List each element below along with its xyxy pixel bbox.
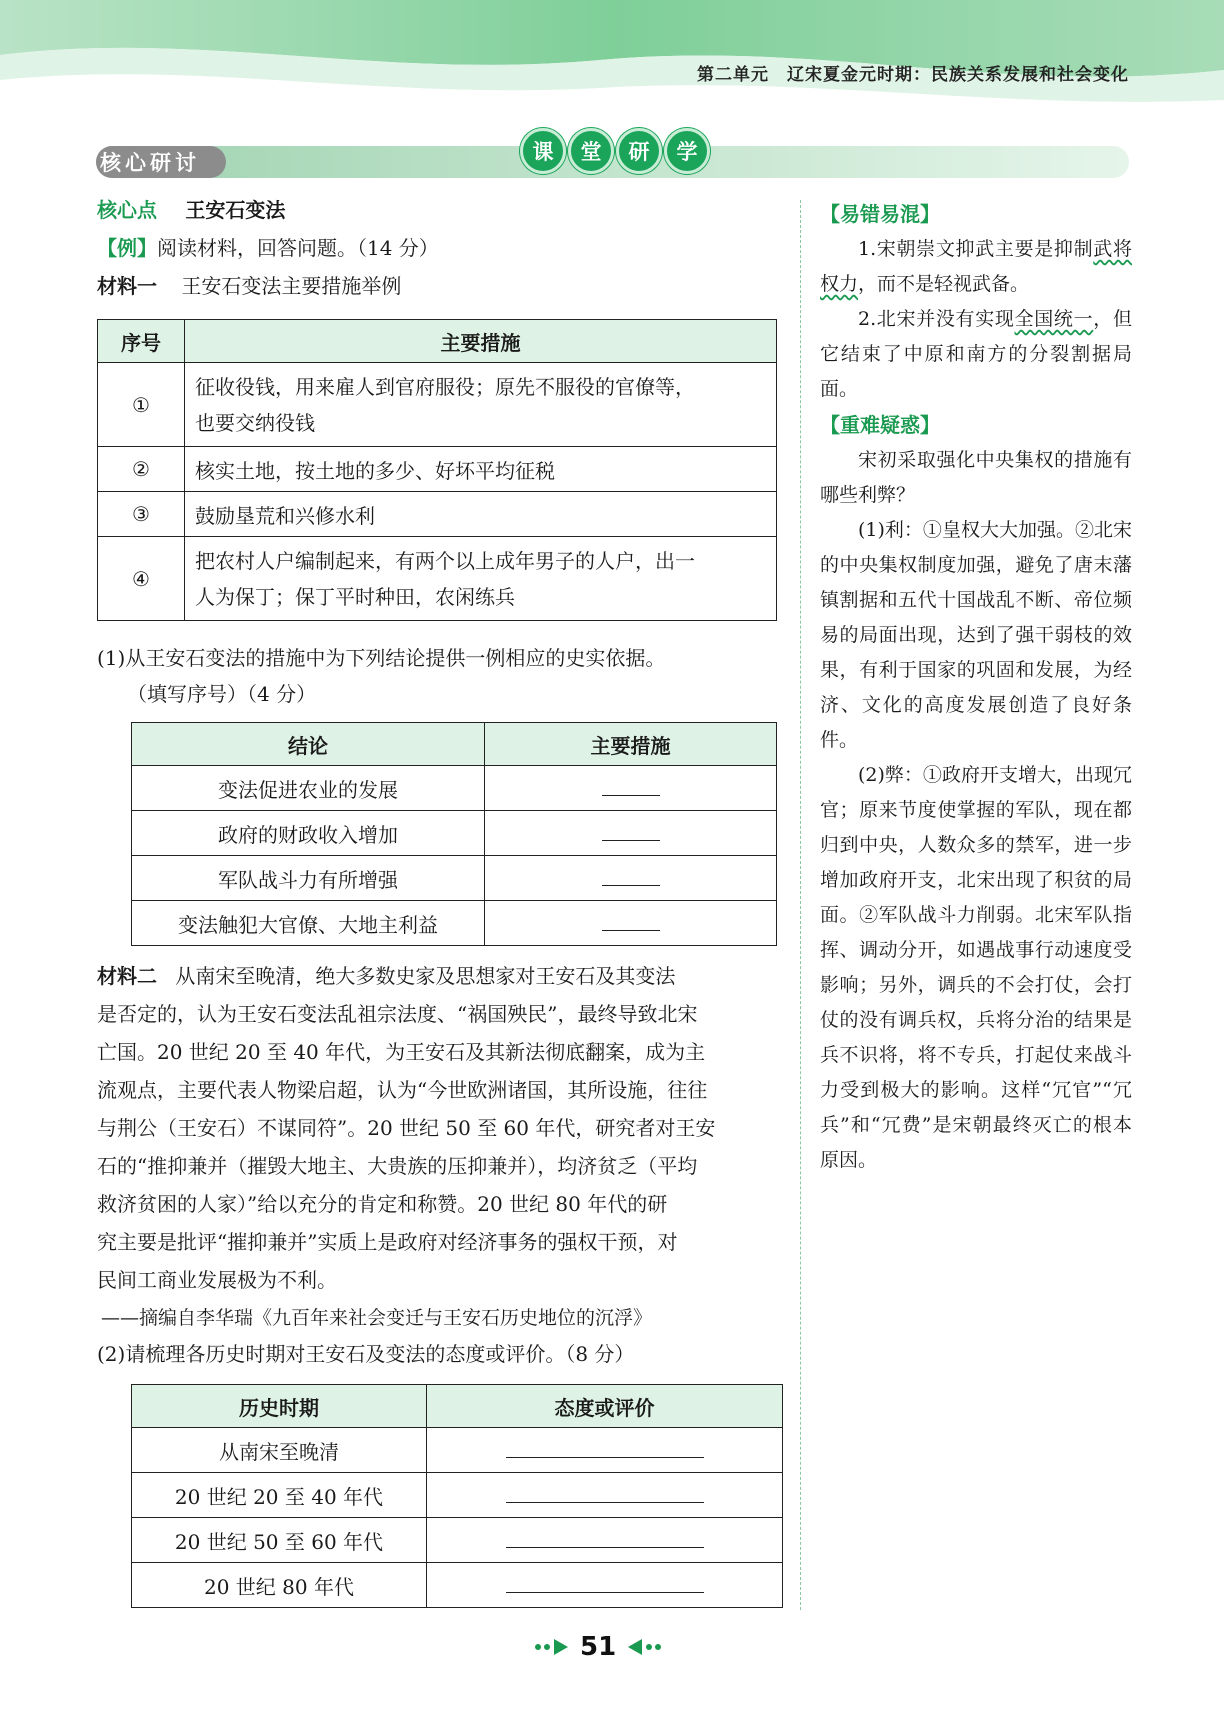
unit-header: 第二单元 辽宋夏金元时期：民族关系发展和社会变化	[697, 65, 1129, 85]
material2-text: 究主要是批评“摧抑兼并”实质上是政府对经济事务的强权干预，对	[97, 1230, 678, 1254]
material2-text: 亡国。20 世纪 20 至 40 年代，为王安石及其新法彻底翻案，成为主	[97, 1040, 706, 1064]
difficulty-question: 宋初采取强化中央集权的措施有哪些利弊？	[820, 449, 1132, 506]
table-row	[98, 537, 777, 621]
banner-char: 堂	[568, 128, 614, 174]
page-number	[534, 1632, 662, 1662]
question-2: (2)请梳理各历史时期对王安石及变法的态度或评价。（8 分）	[97, 1342, 635, 1366]
answer-blank[interactable]	[506, 1572, 704, 1593]
example-label: 【例】	[97, 236, 157, 260]
tip-paragraph	[820, 232, 1132, 302]
material1-label: 材料一	[97, 274, 157, 298]
answer-blank[interactable]	[602, 820, 660, 841]
answer-cell[interactable]	[485, 811, 777, 856]
answer-cell[interactable]	[427, 1428, 783, 1473]
measure-text: 征收役钱，用来雇人到官府服役；原先不服役的官僚等，	[195, 374, 695, 399]
table-row	[132, 1518, 783, 1563]
table-row	[98, 363, 777, 447]
difficulty-answer-cons: (2)弊：①政府开支增大，出现冗官；原来节度使掌握的军队，现在都归到中央，人数众多的禁军，进一步增加政府开支，北宋出现了积贫的局面。②军队战斗力削弱。北宋军队指挥、调动分开，如遇战事行动速度受影响；另外，调兵的不会打仗，会打仗的没有调兵权，兵将分治的结果是兵不识将，将不专兵，打起仗来战斗力受到极大的影响。这样“冗官”“冗兵”和“冗费”是宋朝最终灭亡的根本原因。	[820, 764, 1132, 1171]
measure-text: 核实土地，按土地的多少、好坏平均征税	[195, 458, 555, 483]
tip-emphasis: 全国统一	[1014, 308, 1094, 330]
measure-cell	[185, 447, 777, 492]
question-1-note: （填写序号）（4 分）	[127, 682, 317, 706]
difficulty-heading: 【重难疑惑】	[820, 413, 940, 437]
answer-blank[interactable]	[506, 1437, 704, 1458]
material2-line	[97, 962, 675, 990]
table-header: 结论	[132, 723, 485, 766]
material2-text: 民间工商业发展极为不利。	[97, 1268, 337, 1292]
tip-emphasis: 武将权力	[820, 238, 1132, 295]
tip-text: ，而不是轻视武备。	[858, 273, 1030, 295]
page-number-text: 51	[580, 1632, 617, 1662]
table-row	[132, 901, 777, 946]
table-row	[132, 1428, 783, 1473]
answer-cell[interactable]	[485, 766, 777, 811]
table-row	[98, 447, 777, 492]
material2-text: 流观点，主要代表人物梁启超，认为“今世欧洲诸国，其所设施，往往	[97, 1078, 708, 1102]
row-number: ①	[98, 363, 185, 447]
banner-char: 研	[616, 128, 662, 174]
classroom-study-banner	[520, 128, 710, 174]
side-column	[820, 196, 1132, 1178]
measure-cell	[185, 363, 777, 447]
table-header: 态度或评价	[427, 1385, 783, 1428]
core-point	[97, 196, 285, 224]
table-header: 历史时期	[132, 1385, 427, 1428]
question-1: (1)从王安石变法的措施中为下列结论提供一例相应的史实依据。	[97, 646, 666, 670]
banner-char: 学	[664, 128, 710, 174]
conclusion-cell: 变法触犯大官僚、大地主利益	[132, 901, 485, 946]
table-row	[98, 492, 777, 537]
example-line	[97, 234, 439, 262]
answer-cell[interactable]	[427, 1518, 783, 1563]
answer-cell[interactable]	[427, 1563, 783, 1608]
top-wave-band	[0, 0, 1224, 110]
table-row	[132, 811, 777, 856]
tip-text: 1.宋朝崇文抑武主要是抑制	[858, 238, 1094, 260]
measure-text: 人为保丁；保丁平时种田，农闲练兵	[195, 584, 515, 609]
period-cell: 20 世纪 20 至 40 年代	[132, 1473, 427, 1518]
conclusion-cell: 政府的财政收入增加	[132, 811, 485, 856]
conclusion-table	[131, 722, 777, 946]
material2-text: 救济贫困的人家）”给以充分的肯定和称赞。20 世纪 80 年代的研	[97, 1192, 668, 1216]
left-arrow-ornament-icon	[534, 1637, 572, 1657]
table-header: 序号	[98, 320, 185, 363]
tip-heading: 【易错易混】	[820, 202, 940, 226]
answer-cell[interactable]	[427, 1473, 783, 1518]
right-arrow-ornament-icon	[624, 1637, 662, 1657]
period-cell: 20 世纪 50 至 60 年代	[132, 1518, 427, 1563]
table-header: 主要措施	[185, 320, 777, 363]
tip-text: 2.北宋并没有实现	[858, 308, 1015, 330]
answer-cell[interactable]	[485, 856, 777, 901]
table-row	[132, 766, 777, 811]
material2-text: 与荆公（王安石）不谋同符”。20 世纪 50 至 60 年代，研究者对王安	[97, 1116, 716, 1140]
core-discussion-tag: 核心研讨	[100, 151, 200, 175]
table-row	[132, 1473, 783, 1518]
measure-cell	[185, 537, 777, 621]
answer-blank[interactable]	[506, 1527, 704, 1548]
row-number: ②	[98, 447, 185, 492]
answer-blank[interactable]	[602, 775, 660, 796]
measures-table	[97, 319, 777, 621]
tip-text: ，但它结束了中原和南方的分裂割据局面。	[820, 308, 1132, 400]
material2-text: 石的“推抑兼并（摧毁大地主、大贵族的压抑兼并），均济贫乏（平均	[97, 1154, 698, 1178]
conclusion-cell: 变法促进农业的发展	[132, 766, 485, 811]
material2-text: 是否定的，认为王安石变法乱祖宗法度、“祸国殃民”，最终导致北宋	[97, 1002, 698, 1026]
material2-label: 材料二	[97, 964, 157, 988]
material1-heading	[97, 272, 401, 300]
row-number: ③	[98, 492, 185, 537]
difficulty-answer-pros: (1)利：①皇权大大加强。②北宋的中央集权制度加强，避免了唐末藩镇割据和五代十国战乱不断、帝位频易的局面出现，达到了强干弱枝的效果，有利于国家的巩固和发展，为经济、文化的高度发展创造了良好条件。	[820, 519, 1132, 751]
answer-blank[interactable]	[506, 1482, 704, 1503]
table-row	[132, 1563, 783, 1608]
material2-source: ——摘编自李华瑞《九百年来社会变迁与王安石历史地位的沉浮》	[101, 1307, 653, 1329]
core-point-label: 核心点	[97, 198, 157, 222]
period-cell: 从南宋至晚清	[132, 1428, 427, 1473]
tip-paragraph	[820, 302, 1132, 407]
example-text: 阅读材料，回答问题。（14 分）	[157, 236, 439, 260]
period-cell: 20 世纪 80 年代	[132, 1563, 427, 1608]
table-row	[132, 856, 777, 901]
column-divider	[800, 200, 801, 1610]
measure-text: 鼓励垦荒和兴修水利	[195, 503, 375, 528]
measure-text: 把农村人户编制起来，有两个以上成年男子的人户，出一	[195, 548, 695, 573]
evaluation-table	[131, 1384, 783, 1608]
core-point-title: 王安石变法	[185, 198, 286, 222]
measure-cell	[185, 492, 777, 537]
material1-title: 王安石变法主要措施举例	[181, 274, 402, 298]
row-number: ④	[98, 537, 185, 621]
conclusion-cell: 军队战斗力有所增强	[132, 856, 485, 901]
answer-blank[interactable]	[602, 910, 660, 931]
table-header: 主要措施	[485, 723, 777, 766]
answer-blank[interactable]	[602, 865, 660, 886]
banner-char: 课	[520, 128, 566, 174]
material2-text: 从南宋至晚清，绝大多数史家及思想家对王安石及其变法	[175, 964, 676, 988]
measure-text: 也要交纳役钱	[195, 410, 315, 435]
answer-cell[interactable]	[485, 901, 777, 946]
